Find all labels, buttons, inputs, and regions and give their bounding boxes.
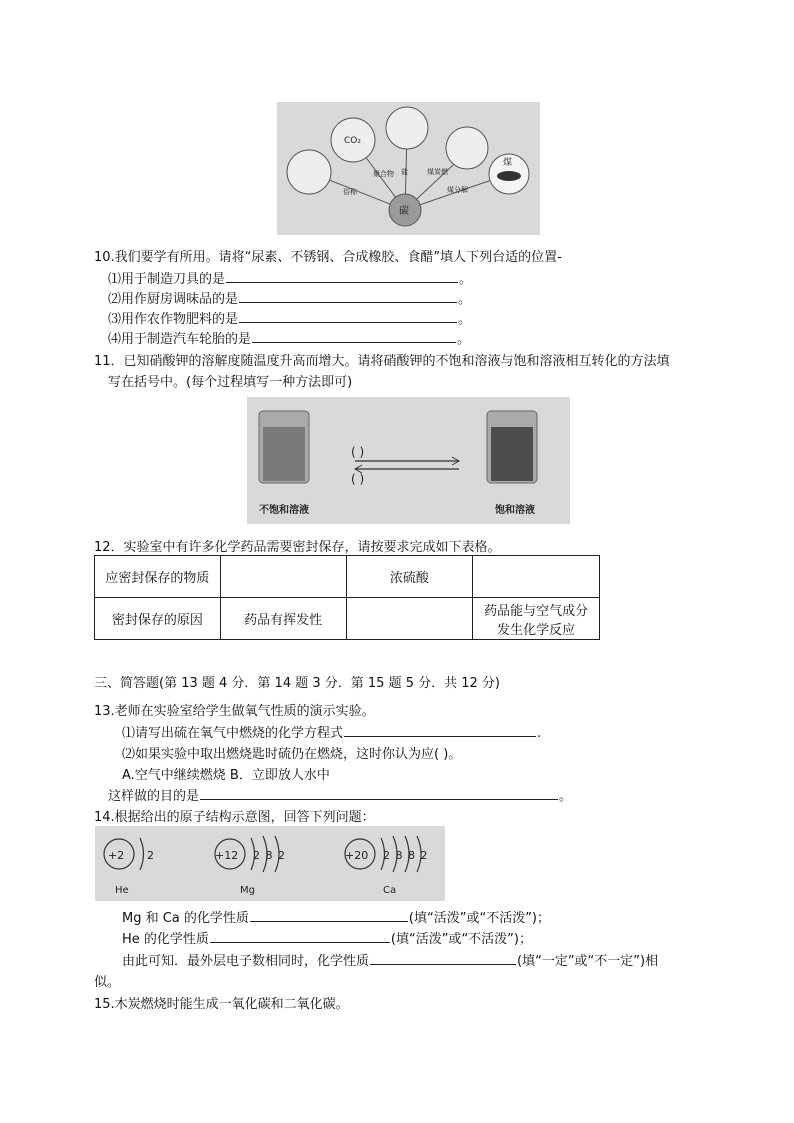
carbon-diagram-image [277,102,540,235]
q14-line2: He 的化学性质 (填“活泼”或“不活泼”)； [122,932,532,947]
branch-label-5: 煤分解 [447,186,468,194]
atom-structure-svg [95,826,445,901]
q10-stem: 10.我们要学有所用。请将“尿素、不锈钢、合成橡胶、食醋”填人下列台适的位置- [94,250,562,265]
q11-line2: 写在括号中。(每个过程填写一种方法即可) [108,375,353,390]
circle-blank-3 [446,127,488,169]
carbon-diagram-svg [277,102,540,235]
coal-pieces-icon [497,171,521,181]
solution-conversion-svg [247,397,570,524]
q10-item-2: ⑵用作厨房调味品的是 。 [108,292,472,307]
shell-label-mg: 2 8 2 [253,849,286,862]
answer-blank[interactable] [250,909,408,922]
q10-item-1: ⑴用于制造刀具的是 。 [108,272,473,287]
q14-line4: 似。 [94,975,121,990]
table-cell-blank[interactable] [473,556,600,598]
q14-line3: 由此可知．最外层电子数相同时，化学性质 (填“一定”或“不一定”)相 [122,954,659,969]
q10-item-3: ⑶用作农作物肥料的是 。 [108,312,472,327]
coal-label: 煤 [503,158,513,168]
solution-conversion-image [247,397,570,524]
co2-label: CO₂ [344,136,361,146]
q13-purpose: 这样做的目的是 。 [108,789,573,804]
atom-structure-image [95,826,445,901]
q14-stem: 14.根据给出的原子结构示意图，回答下列问题： [94,810,375,825]
answer-blank[interactable] [210,930,390,943]
table-cell: 药品有挥发性 [220,598,346,640]
table-row [95,556,600,598]
answer-blank[interactable] [226,270,458,283]
solution-right [491,427,533,481]
shell-label-ca: 2 8 8 2 [383,849,429,862]
table-cell: 应密封保存的物质 [95,556,221,598]
table-cell-blank[interactable] [346,598,473,640]
symbol-ca: Ca [383,885,397,896]
branch-label-2: 聚合物 [373,170,394,178]
q13-stem: 13.老师在实验室给学生做氧气性质的演示实验。 [94,704,375,719]
branch-label-4: 煤炭燃 [427,168,448,176]
answer-blank[interactable] [239,290,457,303]
circle-blank-1 [287,150,331,194]
table-row [95,598,600,640]
paren-bottom: ( ) [351,472,365,486]
table-cell: 密封保存的原因 [95,598,221,640]
shell-he-1 [140,838,144,870]
answer-blank[interactable] [344,724,536,737]
nucleus-label-mg: +12 [215,849,239,862]
q11-line1: 11．已知硝酸钾的溶解度随温度升高而增大。请将硝酸钾的不饱和溶液与饱和溶液相互转化的方法填 [94,354,670,369]
q14-line1: Mg 和 Ca 的化学性质 (填“活泼”或“不活泼”)； [122,911,551,926]
q10-item-4: ⑷用于制造汽车轮胎的是 。 [108,332,471,347]
solution-left [263,427,305,481]
carbon-label: 碳 [399,206,409,217]
table-cell: 药品能与空气成分 发生化学反应 [473,598,600,640]
q13-options: A.空气中继续燃烧 B．立即放人水中 [122,768,330,783]
storage-table [94,555,600,640]
q13-part1: ⑴请写出硫在氧气中燃烧的化学方程式 . [122,726,542,741]
unsaturated-label: 不饱和溶液 [259,505,309,516]
branch-label-3: 盐 [401,168,408,176]
q15-stem: 15.木炭燃烧时能生成一氧化碳和二氧化碳。 [94,997,349,1012]
answer-blank[interactable] [200,787,558,800]
answer-blank[interactable] [370,952,516,965]
saturated-label: 饱和溶液 [495,505,535,516]
symbol-he: He [115,885,129,896]
answer-blank[interactable] [239,310,457,323]
nucleus-label-he: +2 [108,849,125,862]
answer-blank[interactable] [252,330,456,343]
branch-label-1: 俗称 [343,188,357,196]
shell-label-he: 2 [147,849,154,862]
q12-stem: 12．实验室中有许多化学药品需要密封保存，请按要求完成如下表格。 [94,540,501,555]
circle-blank-2 [386,107,428,149]
section-3-heading: 三、简答题(第 13 题 4 分．第 14 题 3 分．第 15 题 5 分．共 12 分) [94,676,500,691]
q13-part2: ⑵如果实验中取出燃烧匙时硫仍在燃烧，这时你认为应( )。 [122,747,462,762]
table-cell: 浓硫酸 [346,556,473,598]
symbol-mg: Mg [240,885,255,896]
nucleus-label-ca: +20 [345,849,369,862]
table-cell-blank[interactable] [220,556,346,598]
paren-top: ( ) [351,445,365,459]
